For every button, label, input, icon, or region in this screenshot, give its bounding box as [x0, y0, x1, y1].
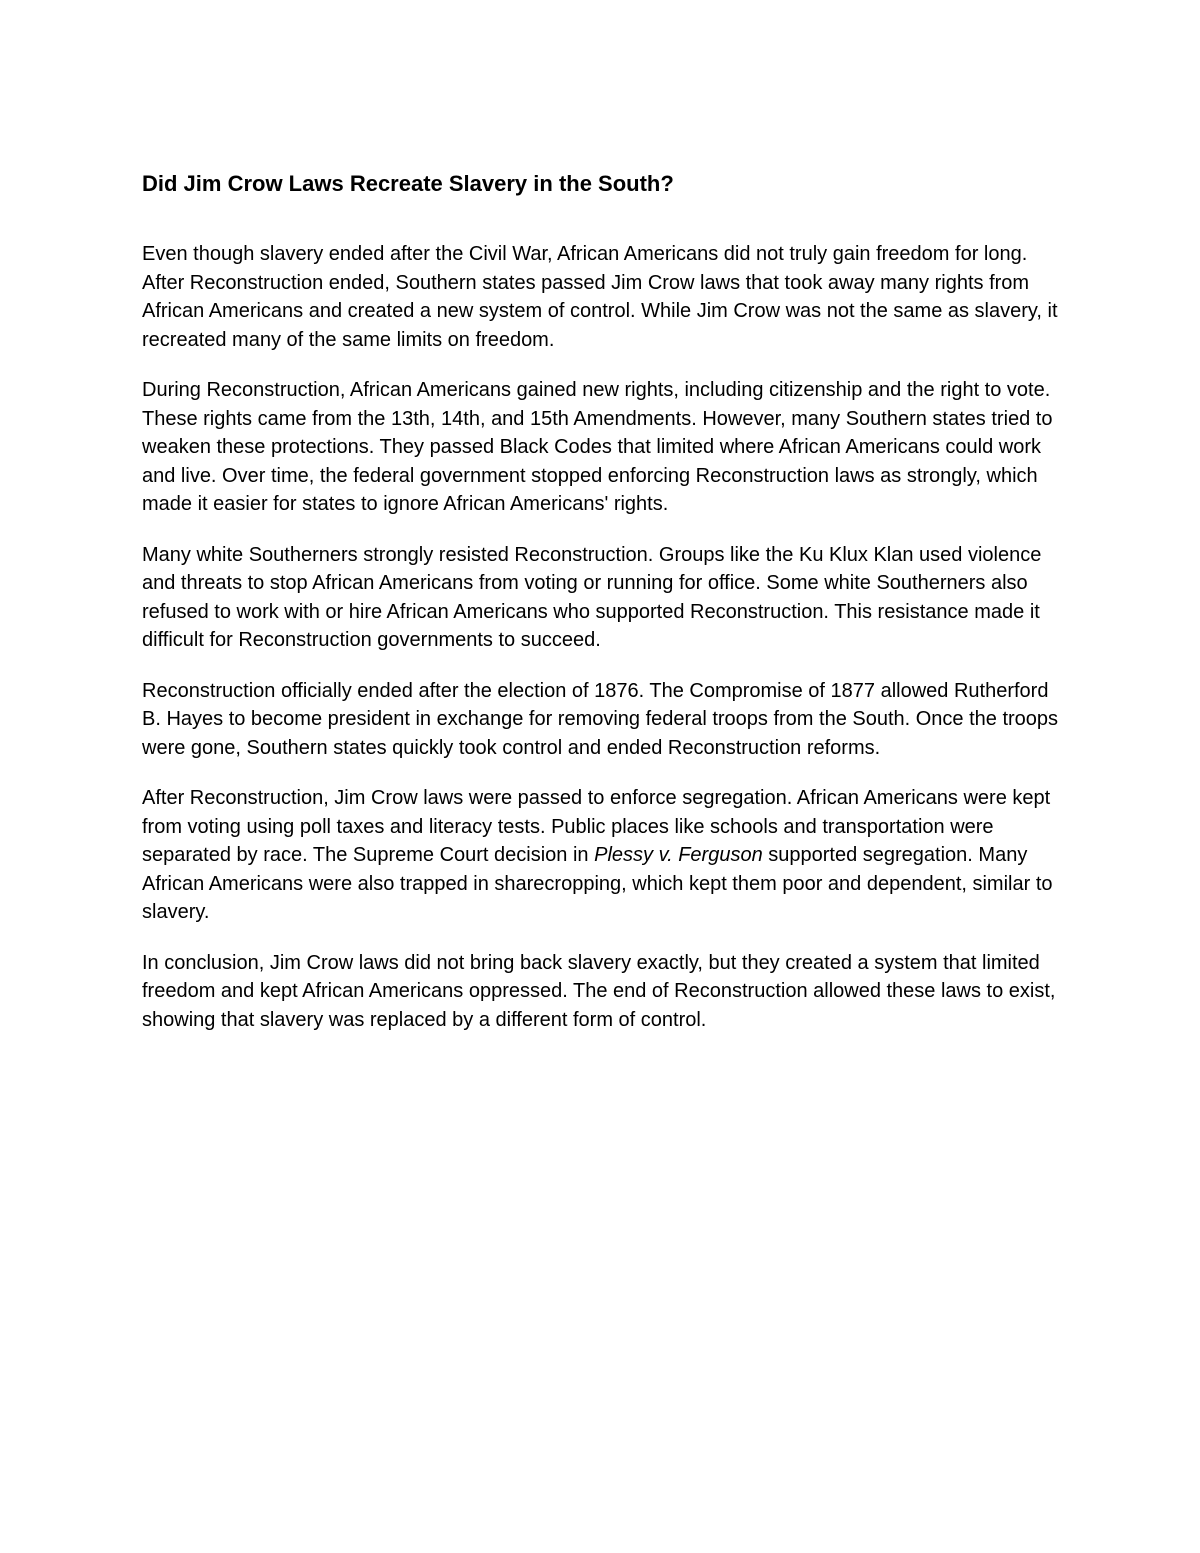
paragraph-jim-crow-laws — [142, 784, 1062, 927]
paragraph-resistance: Many white Southerners strongly resisted Reconstruction. Groups like the Ku Klux Klan used violence and threats to stop African Americans from voting or running for office. Some white Southerners also refused to work with or hire African Americans who supported Reconstruction. This resistance made it difficult for Reconstruction governments to succeed. — [142, 543, 1042, 651]
paragraph-conclusion: In conclusion, Jim Crow laws did not bring back slavery exactly, but they created a system that limited freedom and kept African Americans oppressed. The end of Reconstruction allowed these laws to exist, showing that slavery was replaced by a different form of control. — [142, 951, 1056, 1031]
document-title: Did Jim Crow Laws Recreate Slavery in the South? — [142, 171, 674, 196]
paragraph-end-of-reconstruction: Reconstruction officially ended after the election of 1876. The Compromise of 1877 allowed Rutherford B. Hayes to become president in exchange for removing federal troops from the South. Once the troops were gone, Southern states quickly took control and ended Reconstruction reforms. — [142, 679, 1059, 759]
document-body — [142, 168, 1062, 1056]
paragraph-jim-crow-laws-text-2: supported segregation. Many African Americans were also trapped in sharecropping, which kept them poor and dependent, similar to slavery. — [142, 844, 1053, 923]
paragraph-jim-crow-laws-text-1: After Reconstruction, Jim Crow laws were passed to enforce segregation. African Americans were kept from voting using poll taxes and literacy tests. Public places like schools and transportation were separated by race. The Supreme Court decision in — [142, 787, 1051, 866]
court-case-title: Plessy v. Ferguson — [594, 844, 763, 866]
paragraph-intro: Even though slavery ended after the Civil War, African Americans did not truly gain freedom for long. After Reconstruction ended, Southern states passed Jim Crow laws that took away many rights from African Americans and created a new system of control. While Jim Crow was not the same as slavery, it recreated many of the same limits on freedom. — [142, 243, 1058, 351]
paragraph-reconstruction-rights: During Reconstruction, African Americans gained new rights, including citizenship and the right to vote. These rights came from the 13th, 14th, and 15th Amendments. However, many Southern states tried to weaken these protections. They passed Black Codes that limited where African Americans could work and live. Over time, the federal government stopped enforcing Reconstruction laws as strongly, which made it easier for states to ignore African Americans' rights. — [142, 379, 1053, 515]
